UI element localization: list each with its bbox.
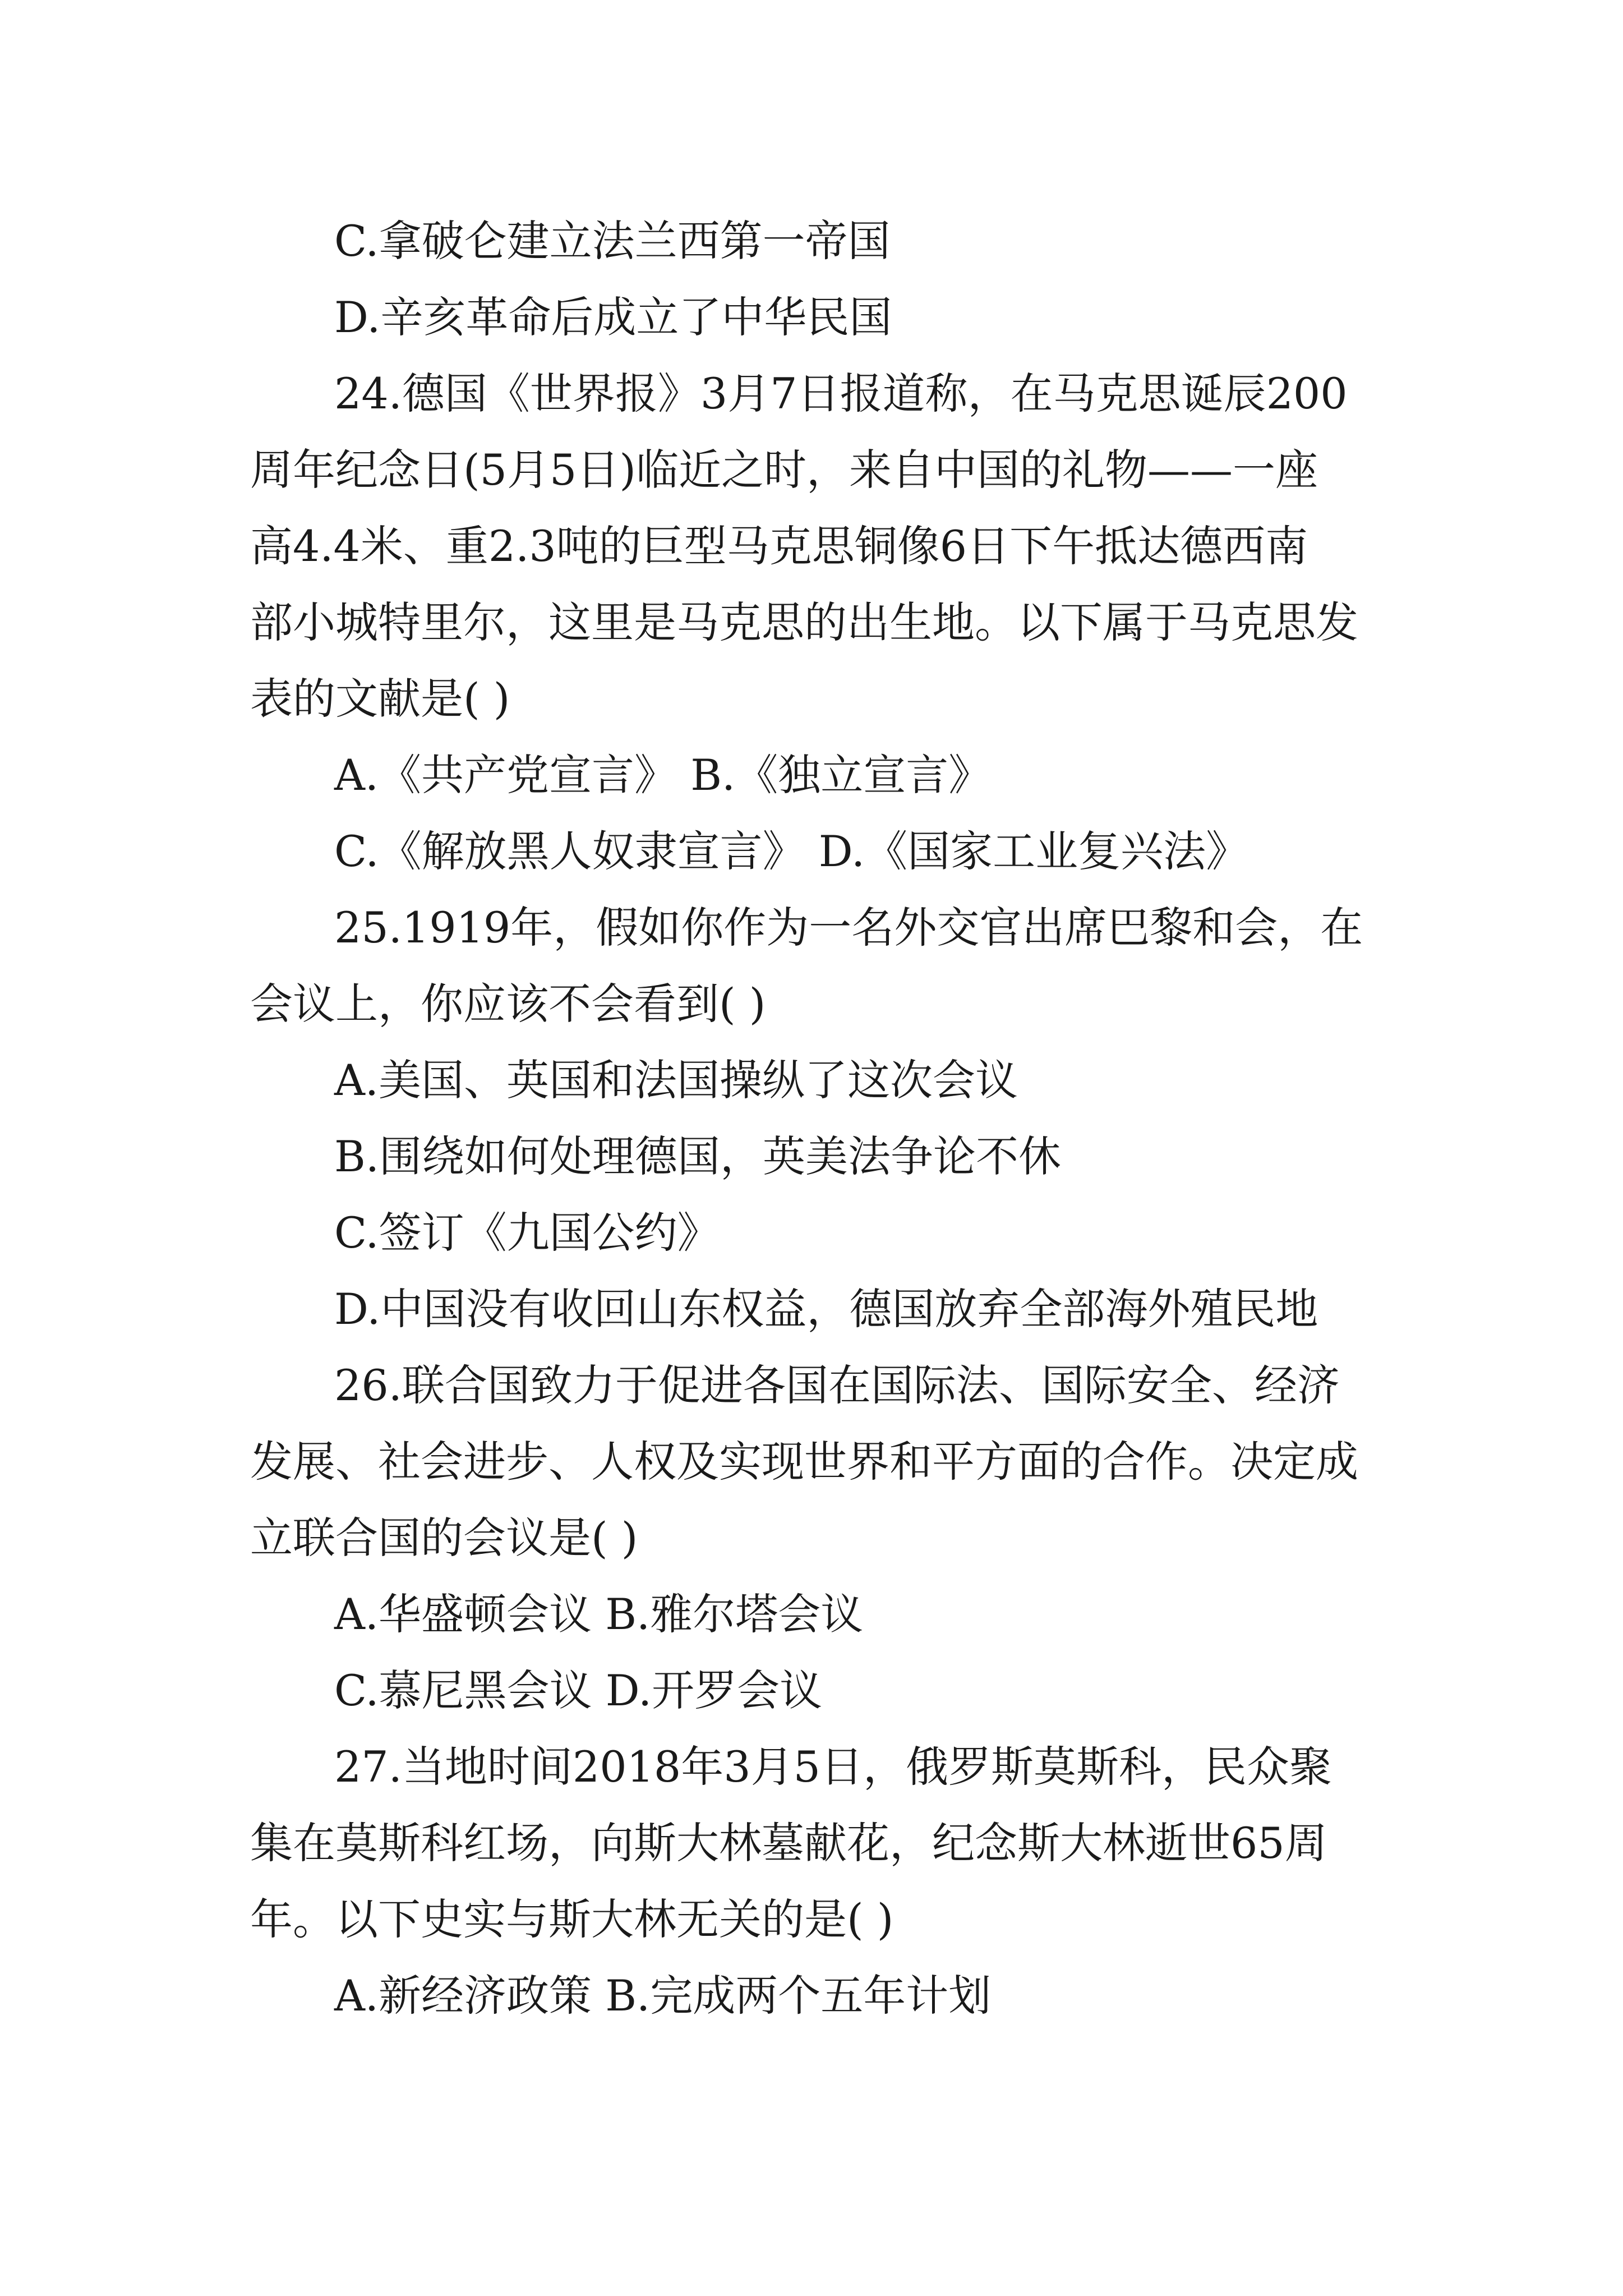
option-line: A.华盛顿会议 B.雅尔塔会议	[334, 1589, 864, 1639]
option-line: A.美国、英国和法国操纵了这次会议	[334, 1055, 1018, 1105]
option-line: C.《解放黑人奴隶宣言》 D.《国家工业复兴法》	[334, 826, 1249, 876]
option-line: A.新经济政策 B.完成两个五年计划	[334, 1971, 992, 2021]
question-26-line: 发展、社会进步、人权及实现世界和平方面的合作。决定成	[250, 1437, 1358, 1487]
question-24-line: 部小城特里尔，这里是马克思的出生地。以下属于马克思发	[250, 597, 1358, 647]
question-24-line: 周年纪念日(5月5日)临近之时，来自中国的礼物——一座	[250, 445, 1318, 495]
option-line: D.中国没有收回山东权益，德国放弃全部海外殖民地	[334, 1284, 1318, 1334]
option-line: A.《共产党宣言》 B.《独立宣言》	[334, 750, 992, 800]
question-24-line: 24.德国《世界报》3月7日报道称，在马克思诞辰200	[334, 369, 1348, 418]
option-line: C.拿破仑建立法兰西第一帝国	[334, 216, 891, 266]
question-27-line: 集在莫斯科红场，向斯大林墓献花，纪念斯大林逝世65周	[250, 1818, 1327, 1868]
question-24-line: 表的文献是( )	[250, 674, 510, 724]
option-line: D.辛亥革命后成立了中华民国	[334, 292, 892, 342]
question-25-line: 25.1919年，假如你作为一名外交官出席巴黎和会，在	[334, 903, 1363, 953]
question-25-line: 会议上，你应该不会看到( )	[250, 979, 766, 1029]
option-line: C.签订《九国公约》	[334, 1208, 720, 1258]
question-27-line: 27.当地时间2018年3月5日，俄罗斯莫斯科，民众聚	[334, 1742, 1332, 1792]
question-24-line: 高4.4米、重2.3吨的巨型马克思铜像6日下午抵达德西南	[250, 521, 1308, 571]
question-26-line: 26.联合国致力于促进各国在国际法、国际安全、经济	[334, 1360, 1340, 1410]
option-line: B.围绕如何处理德国，英美法争论不休	[334, 1131, 1062, 1181]
question-27-line: 年。以下史实与斯大林无关的是( )	[250, 1894, 894, 1944]
option-line: C.慕尼黑会议 D.开罗会议	[334, 1665, 823, 1715]
question-26-line: 立联合国的会议是( )	[250, 1513, 638, 1563]
